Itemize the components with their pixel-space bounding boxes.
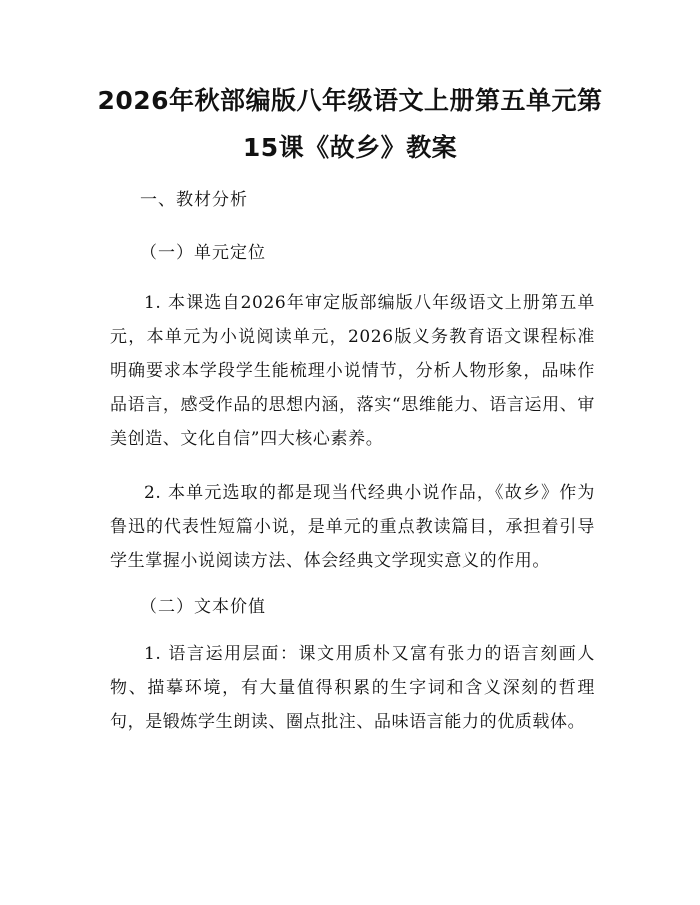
paragraph-unit-positioning-1: 1. 本课选自2026年审定版部编版八年级语文上册第五单元，本单元为小说阅读单元，2026版义务教育语文课程标准明确要求本学段学生能梳理小说情节，分析人物形象，品味作品语言，感受作品的思想内涵，落实“思维能力、语言运用、审美创造、文化自信”四大核心素养。 — [110, 293, 595, 449]
subsection-heading-text-value: （二）文本价值 — [140, 597, 266, 617]
paragraph-unit-positioning-2: 2. 本单元选取的都是现当代经典小说作品，《故乡》作为鲁迅的代表性短篇小说，是单元的重点教读篇目，承担着引导学生掌握小说阅读方法、体会经典文学现实意义的作用。 — [110, 483, 595, 571]
paragraph-text-value-1: 1. 语言运用层面：课文用质朴又富有张力的语言刻画人物、描摹环境，有大量值得积累的生字词和含义深刻的哲理句，是锻炼学生朗读、圈点批注、品味语言能力的优质载体。 — [110, 644, 595, 732]
subsection-heading-unit-positioning: （一）单元定位 — [140, 243, 266, 263]
document-title-line-2: 15课《故乡》教案 — [242, 133, 458, 162]
document-title-line-1: 2026年秋部编版八年级语文上册第五单元第 — [97, 86, 603, 115]
section-heading-textbook-analysis: 一、教材分析 — [140, 190, 248, 210]
